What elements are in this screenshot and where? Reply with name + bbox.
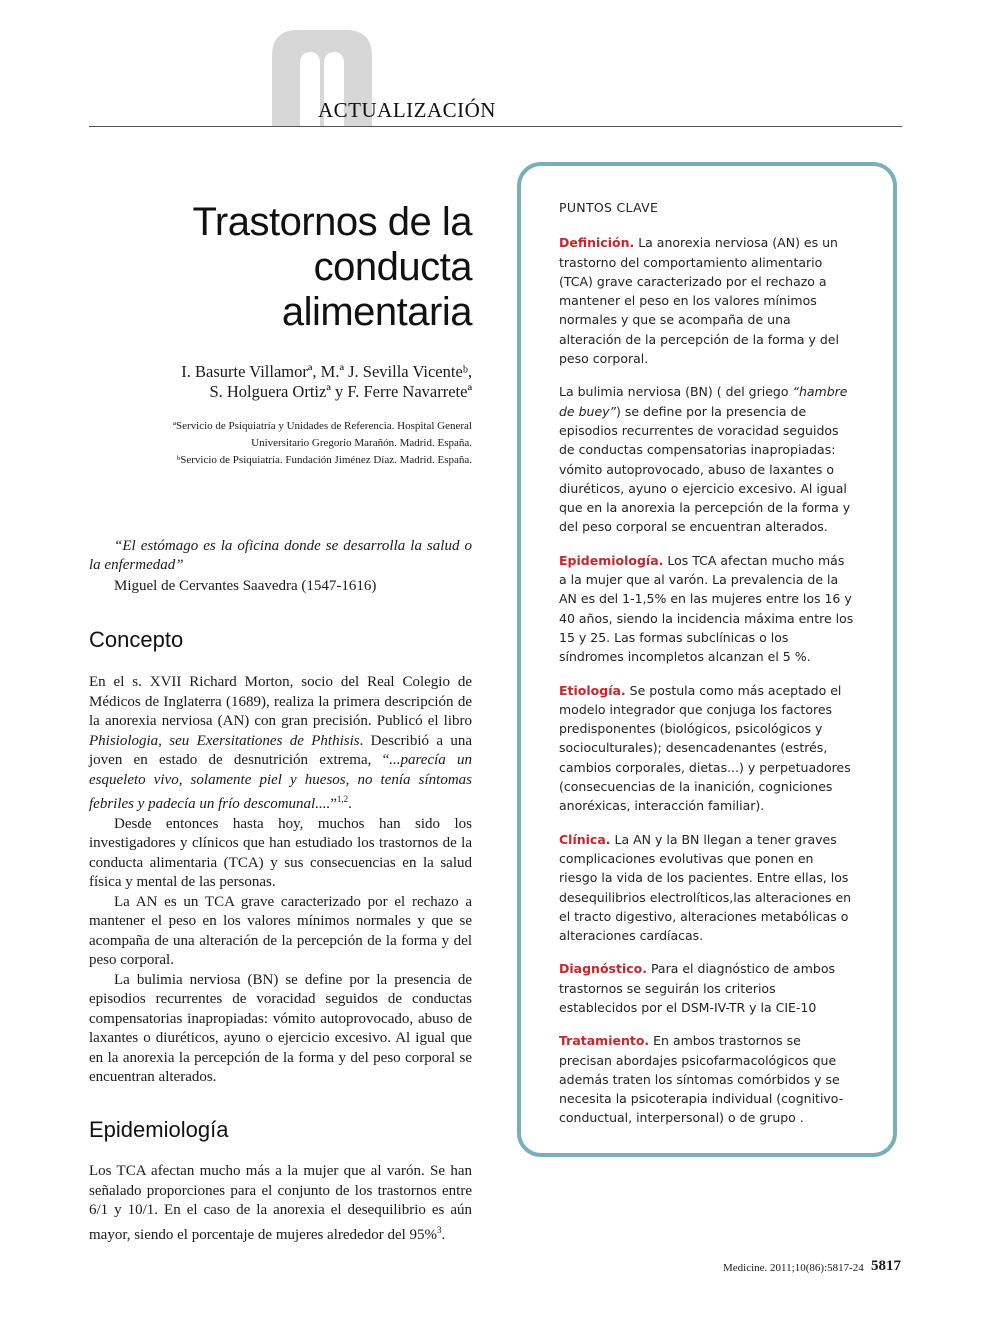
key-points-box bbox=[517, 162, 897, 1157]
authors-line: S. Holguera Ortizª y F. Ferre Navarreteª bbox=[209, 382, 472, 401]
text-run: . Describió a una joven en estado de desnutrición extrema, “ bbox=[89, 732, 472, 768]
paragraph: La bulimia nerviosa (BN) se define por la presencia de episodios recurrentes de voracidad seguidos de conductas compensatorias inapropiadas: vómito autoprovocado, abuso de laxantes o diuréticos, ayuno o ejercicio excesivo. Al igual que en la anorexia la percepción de la forma y del peso corporal se encuentran alterados. bbox=[89, 971, 472, 1085]
key-point-label: Epidemiología. bbox=[559, 552, 664, 568]
key-point-label: Etiología. bbox=[559, 682, 626, 698]
key-point-text: En ambos trastornos se precisan abordajes psicofarmacológicos que además traten los síntomas comórbidos y se necesita la psicoterapia individual (cognitivo-conductual, interpersonal) o de grupo . bbox=[559, 1033, 844, 1126]
paragraph bbox=[89, 673, 472, 815]
key-point-text: ) se define por la presencia de episodios recurrentes de voracidad seguidos de conductas compensatorias inapropiadas: vómito autoprovocado, abuso de laxantes o diuréticos, ayuno o ejercicio excesivo. Al igual que en la anorexia la percepción de la forma y del peso corporal se encuentran alterados. bbox=[559, 403, 851, 535]
journal-reference: Medicine. 2011;10(86):5817-24 bbox=[723, 1262, 864, 1274]
quoted-text: ...parecía un esqueleto vivo, solamente piel y huesos, no tenía síntomas febriles y padecía un frío descomunal.... bbox=[89, 752, 473, 812]
key-point-text: Los TCA afectan mucho más a la mujer que al varón. La prevalencia de la AN es del 1-1,5% en las mujeres entre los 16 y 40 años, siendo la incidencia máxima entre los 15 y 25. Las formas subclínicas o los síndromes incompletos alcanzan el 5 %. bbox=[559, 552, 854, 665]
epigraph-author: Miguel de Cervantes Saavedra (1547-1616) bbox=[114, 578, 377, 594]
key-point-clinica bbox=[559, 830, 855, 946]
epigraph-quote: “El estómago es la oficina donde se desarrolla la salud o la enfermedad” bbox=[89, 538, 472, 573]
text-run: ” bbox=[330, 796, 337, 812]
paragraph bbox=[89, 1162, 472, 1245]
article-title bbox=[90, 200, 472, 335]
section-heading-epidemiologia: Epidemiología bbox=[89, 1117, 229, 1142]
title-line: alimentaria bbox=[281, 290, 472, 334]
text-run: . bbox=[441, 1226, 446, 1243]
section-heading-concepto: Concepto bbox=[89, 627, 184, 652]
citation: 1,2 bbox=[336, 794, 349, 804]
key-point-epidemiologia bbox=[559, 551, 855, 667]
section-label: ACTUALIZACIÓN bbox=[318, 98, 496, 122]
epigraph bbox=[89, 537, 472, 596]
key-point-bulimia bbox=[559, 382, 855, 536]
key-points-title: PUNTOS CLAVE bbox=[559, 200, 659, 215]
paragraph: Desde entonces hasta hoy, muchos han sido los investigadores y clínicos que han estudiado los trastornos de la conducta alimentaria (TCA) y sus consecuencias en la salud física y mental de las personas. bbox=[89, 815, 472, 890]
affiliation-line: ᵇServicio de Psiquiatría. Fundación Jiménez Díaz. Madrid. España. bbox=[176, 454, 472, 466]
key-point-tratamiento bbox=[559, 1031, 855, 1127]
key-point-diagnostico bbox=[559, 959, 855, 1017]
text-run: En el s. XVII Richard Morton, socio del Real Colegio de Médicos de Inglaterra (1689), realiza la primera descripción de la anorexia nerviosa (AN) con gran precisión. Publicó el libro bbox=[89, 674, 472, 729]
header-rule bbox=[89, 126, 902, 127]
section-body-epidemiologia bbox=[89, 1162, 472, 1245]
page-number: 5817 bbox=[871, 1258, 901, 1274]
text-run: Los TCA afectan mucho más a la mujer que al varón. Se han señalado proporciones para el conjunto de los trastornos entre 6/1 y 10/1. En el caso de la anorexia el desequilibrio es aún mayor, siendo el porcentaje de mujeres alrededor del 95% bbox=[89, 1163, 472, 1243]
key-point-italic: “hambre de buey” bbox=[559, 384, 848, 419]
section-body-concepto bbox=[89, 673, 472, 1088]
key-point-label: Diagnóstico. bbox=[559, 961, 647, 977]
key-point-label: Tratamiento. bbox=[559, 1033, 650, 1049]
text-run: . bbox=[348, 796, 352, 812]
key-point-text: Para el diagnóstico de ambos trastornos se seguirán los criterios establecidos por el DSM-IV-TR y la CIE-10 bbox=[559, 961, 835, 1015]
key-point-label: Definición. bbox=[559, 235, 635, 251]
title-line: Trastornos de la bbox=[192, 200, 472, 244]
key-point-text: La anorexia nerviosa (AN) es un trastorno del comportamiento alimentario (TCA) grave caracterizado por el rechazo a mantener el peso en los valores mínimos normales y que se acompaña de una alteración de la percepción de la forma y del peso corporal. bbox=[559, 235, 839, 367]
affiliation-line: ªServicio de Psiquiatría y Unidades de Referencia. Hospital General bbox=[172, 420, 472, 432]
title-line: conducta bbox=[313, 245, 472, 289]
citation: 3 bbox=[437, 1224, 442, 1235]
authors bbox=[90, 362, 472, 402]
paragraph: La AN es un TCA grave caracterizado por el rechazo a mantener el peso en los valores mínimos normales y que se acompaña de una alteración de la percepción de la forma y del peso corporal. bbox=[89, 893, 472, 968]
affiliations bbox=[90, 418, 472, 469]
affiliation-line: Universitario Gregorio Marañón. Madrid. España. bbox=[251, 437, 472, 449]
book-title: Phisiologia, seu Exersitationes de Phthisis bbox=[89, 732, 360, 749]
key-point-text: Se postula como más aceptado el modelo integrador que conjuga los factores predisponentes (biológicos, psicológicos y socioculturales); desencadenantes (estrés, cambios corporales, dietas...) y perpetuadores (consecuencias de la inanición, cogniciones anoréxicas, interacción familiar). bbox=[559, 682, 851, 814]
key-point-text: La AN y la BN llegan a tener graves complicaciones evolutivas que ponen en riesgo la vida de los pacientes. Entre ellas, los desequilibrios electrolíticos,las alteraciones en el tracto digestivo, alteraciones metabólicas o alteraciones cardíacas. bbox=[559, 831, 852, 944]
key-point-label: Clínica. bbox=[559, 831, 611, 847]
key-point-etiologia bbox=[559, 681, 855, 816]
key-point-definicion bbox=[559, 233, 855, 368]
authors-line: I. Basurte Villamorª, M.ª J. Sevilla Vicenteᵇ, bbox=[181, 362, 472, 381]
key-point-text: La bulimia nerviosa (BN) ( del griego bbox=[559, 384, 793, 400]
